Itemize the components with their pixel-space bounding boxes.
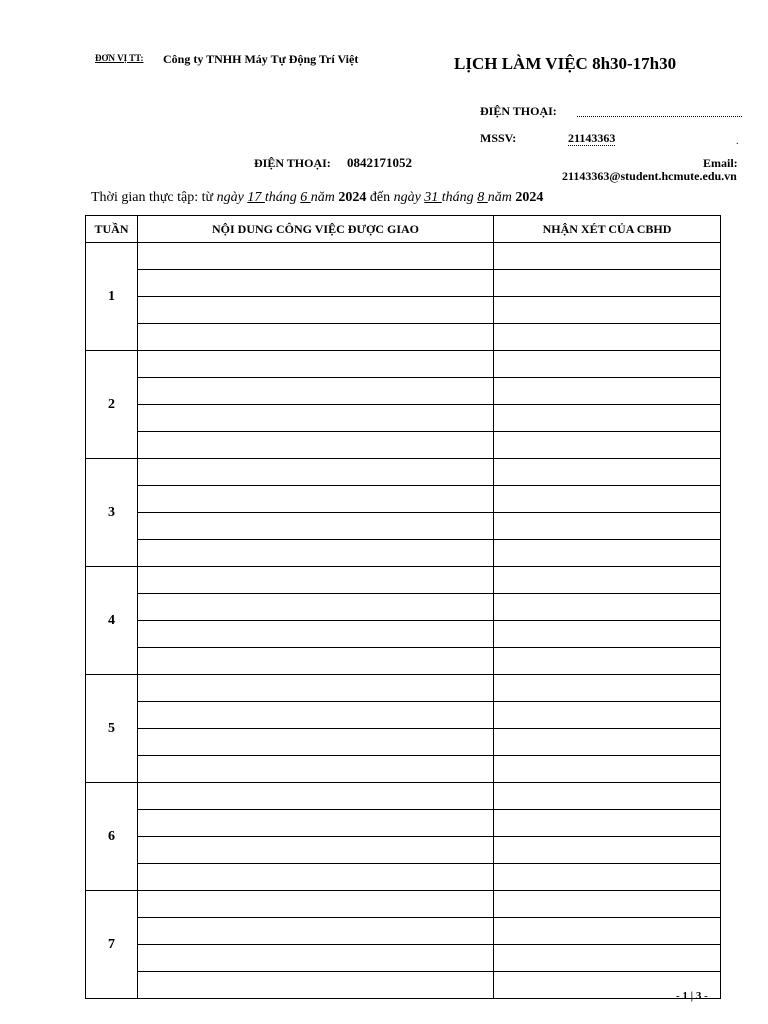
task-content-cell[interactable] (138, 513, 494, 540)
task-content-cell[interactable] (138, 945, 494, 972)
phone-blank-line (577, 116, 742, 117)
period-nam-start: năm (310, 190, 339, 205)
task-content-cell[interactable] (138, 729, 494, 756)
task-content-cell[interactable] (138, 378, 494, 405)
task-content-cell[interactable] (138, 621, 494, 648)
schedule-body (86, 243, 721, 999)
task-content-cell[interactable] (138, 297, 494, 324)
task-content-cell[interactable] (138, 837, 494, 864)
supervisor-comment-cell[interactable] (494, 810, 721, 837)
supervisor-comment-cell[interactable] (494, 432, 721, 459)
period-prefix: Thời gian thực tập: từ (91, 190, 217, 205)
task-content-cell[interactable] (138, 432, 494, 459)
task-content-cell[interactable] (138, 648, 494, 675)
supervisor-comment-cell[interactable] (494, 918, 721, 945)
table-row (86, 756, 721, 783)
supervisor-comment-cell[interactable] (494, 594, 721, 621)
supervisor-comment-cell[interactable] (494, 621, 721, 648)
table-row (86, 405, 721, 432)
page-title: LỊCH LÀM VIỆC 8h30-17h30 (454, 54, 677, 73)
supervisor-comment-cell[interactable] (494, 378, 721, 405)
supervisor-comment-cell[interactable] (494, 891, 721, 918)
week-number: 3 (86, 459, 138, 567)
table-row (86, 675, 721, 702)
task-content-cell[interactable] (138, 540, 494, 567)
task-content-cell[interactable] (138, 972, 494, 999)
table-row (86, 486, 721, 513)
supervisor-comment-cell[interactable] (494, 324, 721, 351)
task-content-cell[interactable] (138, 756, 494, 783)
col-content-header: NỘI DUNG CÔNG VIỆC ĐƯỢC GIAO (138, 216, 494, 243)
period-year-end: 2024 (515, 190, 544, 205)
email-label: Email: (703, 156, 738, 170)
table-row (86, 810, 721, 837)
task-content-cell[interactable] (138, 270, 494, 297)
company-name: Công ty TNHH Máy Tự Động Trí Việt (163, 52, 359, 66)
table-row (86, 648, 721, 675)
table-row (86, 297, 721, 324)
task-content-cell[interactable] (138, 486, 494, 513)
task-content-cell[interactable] (138, 594, 494, 621)
table-row (86, 513, 721, 540)
task-content-cell[interactable] (138, 918, 494, 945)
table-row (86, 891, 721, 918)
table-row (86, 945, 721, 972)
phone-label-left: ĐIỆN THOẠI: (254, 156, 331, 170)
task-content-cell[interactable] (138, 405, 494, 432)
supervisor-comment-cell[interactable] (494, 837, 721, 864)
task-content-cell[interactable] (138, 675, 494, 702)
mssv-value: 21143363 (568, 131, 616, 145)
week-number: 6 (86, 783, 138, 891)
task-content-cell[interactable] (138, 810, 494, 837)
week-number: 4 (86, 567, 138, 675)
unit-label: ĐƠN VỊ TT: (95, 53, 144, 63)
table-row (86, 972, 721, 999)
supervisor-comment-cell[interactable] (494, 702, 721, 729)
table-row (86, 378, 721, 405)
internship-period (91, 190, 543, 206)
table-row (86, 594, 721, 621)
supervisor-comment-cell[interactable] (494, 486, 721, 513)
task-content-cell[interactable] (138, 459, 494, 486)
schedule-table (85, 215, 721, 999)
page-number: - 1 | 3 - (676, 990, 708, 1002)
table-row (86, 729, 721, 756)
task-content-cell[interactable] (138, 891, 494, 918)
table-row (86, 837, 721, 864)
supervisor-comment-cell[interactable] (494, 945, 721, 972)
period-den: đến (366, 190, 394, 205)
task-content-cell[interactable] (138, 324, 494, 351)
supervisor-comment-cell[interactable] (494, 729, 721, 756)
supervisor-comment-cell[interactable] (494, 513, 721, 540)
supervisor-comment-cell[interactable] (494, 297, 721, 324)
period-ngay-end: ngày (393, 190, 425, 205)
col-week-header: TUẦN (86, 216, 138, 243)
supervisor-comment-cell[interactable] (494, 675, 721, 702)
period-month-start: 6 (300, 190, 311, 205)
table-row (86, 243, 721, 270)
supervisor-comment-cell[interactable] (494, 459, 721, 486)
period-ngay-start: ngày (216, 190, 248, 205)
task-content-cell[interactable] (138, 351, 494, 378)
table-row (86, 567, 721, 594)
period-thang-start: tháng (264, 190, 301, 205)
supervisor-comment-cell[interactable] (494, 405, 721, 432)
task-content-cell[interactable] (138, 864, 494, 891)
table-row (86, 324, 721, 351)
table-row (86, 783, 721, 810)
task-content-cell[interactable] (138, 702, 494, 729)
table-row (86, 621, 721, 648)
supervisor-comment-cell[interactable] (494, 756, 721, 783)
task-content-cell[interactable] (138, 783, 494, 810)
table-row (86, 540, 721, 567)
period-month-end: 8 (477, 190, 488, 205)
phone-value: 0842171052 (347, 155, 412, 170)
table-row (86, 351, 721, 378)
week-number: 7 (86, 891, 138, 999)
supervisor-comment-cell[interactable] (494, 864, 721, 891)
task-content-cell[interactable] (138, 243, 494, 270)
mssv-dot: . (736, 136, 739, 147)
table-row (86, 432, 721, 459)
period-day-end: 31 (424, 190, 442, 205)
mssv-label: MSSV: (480, 131, 517, 145)
email-value: 21143363@student.hcmute.edu.vn (562, 169, 737, 183)
phone-label-right: ĐIỆN THOẠI: (480, 104, 557, 118)
week-number: 1 (86, 243, 138, 351)
supervisor-comment-cell[interactable] (494, 648, 721, 675)
supervisor-comment-cell[interactable] (494, 351, 721, 378)
supervisor-comment-cell[interactable] (494, 270, 721, 297)
week-number: 2 (86, 351, 138, 459)
col-comment-header: NHẬN XÉT CỦA CBHD (494, 216, 721, 243)
table-row (86, 270, 721, 297)
table-row (86, 702, 721, 729)
week-number: 5 (86, 675, 138, 783)
supervisor-comment-cell[interactable] (494, 540, 721, 567)
table-row (86, 459, 721, 486)
period-day-start: 17 (247, 190, 265, 205)
period-year-start: 2024 (338, 190, 367, 205)
supervisor-comment-cell[interactable] (494, 243, 721, 270)
task-content-cell[interactable] (138, 567, 494, 594)
table-header-row (86, 216, 721, 243)
supervisor-comment-cell[interactable] (494, 783, 721, 810)
period-nam-end: năm (487, 190, 516, 205)
supervisor-comment-cell[interactable] (494, 567, 721, 594)
period-thang-end: tháng (441, 190, 478, 205)
table-row (86, 864, 721, 891)
table-row (86, 918, 721, 945)
